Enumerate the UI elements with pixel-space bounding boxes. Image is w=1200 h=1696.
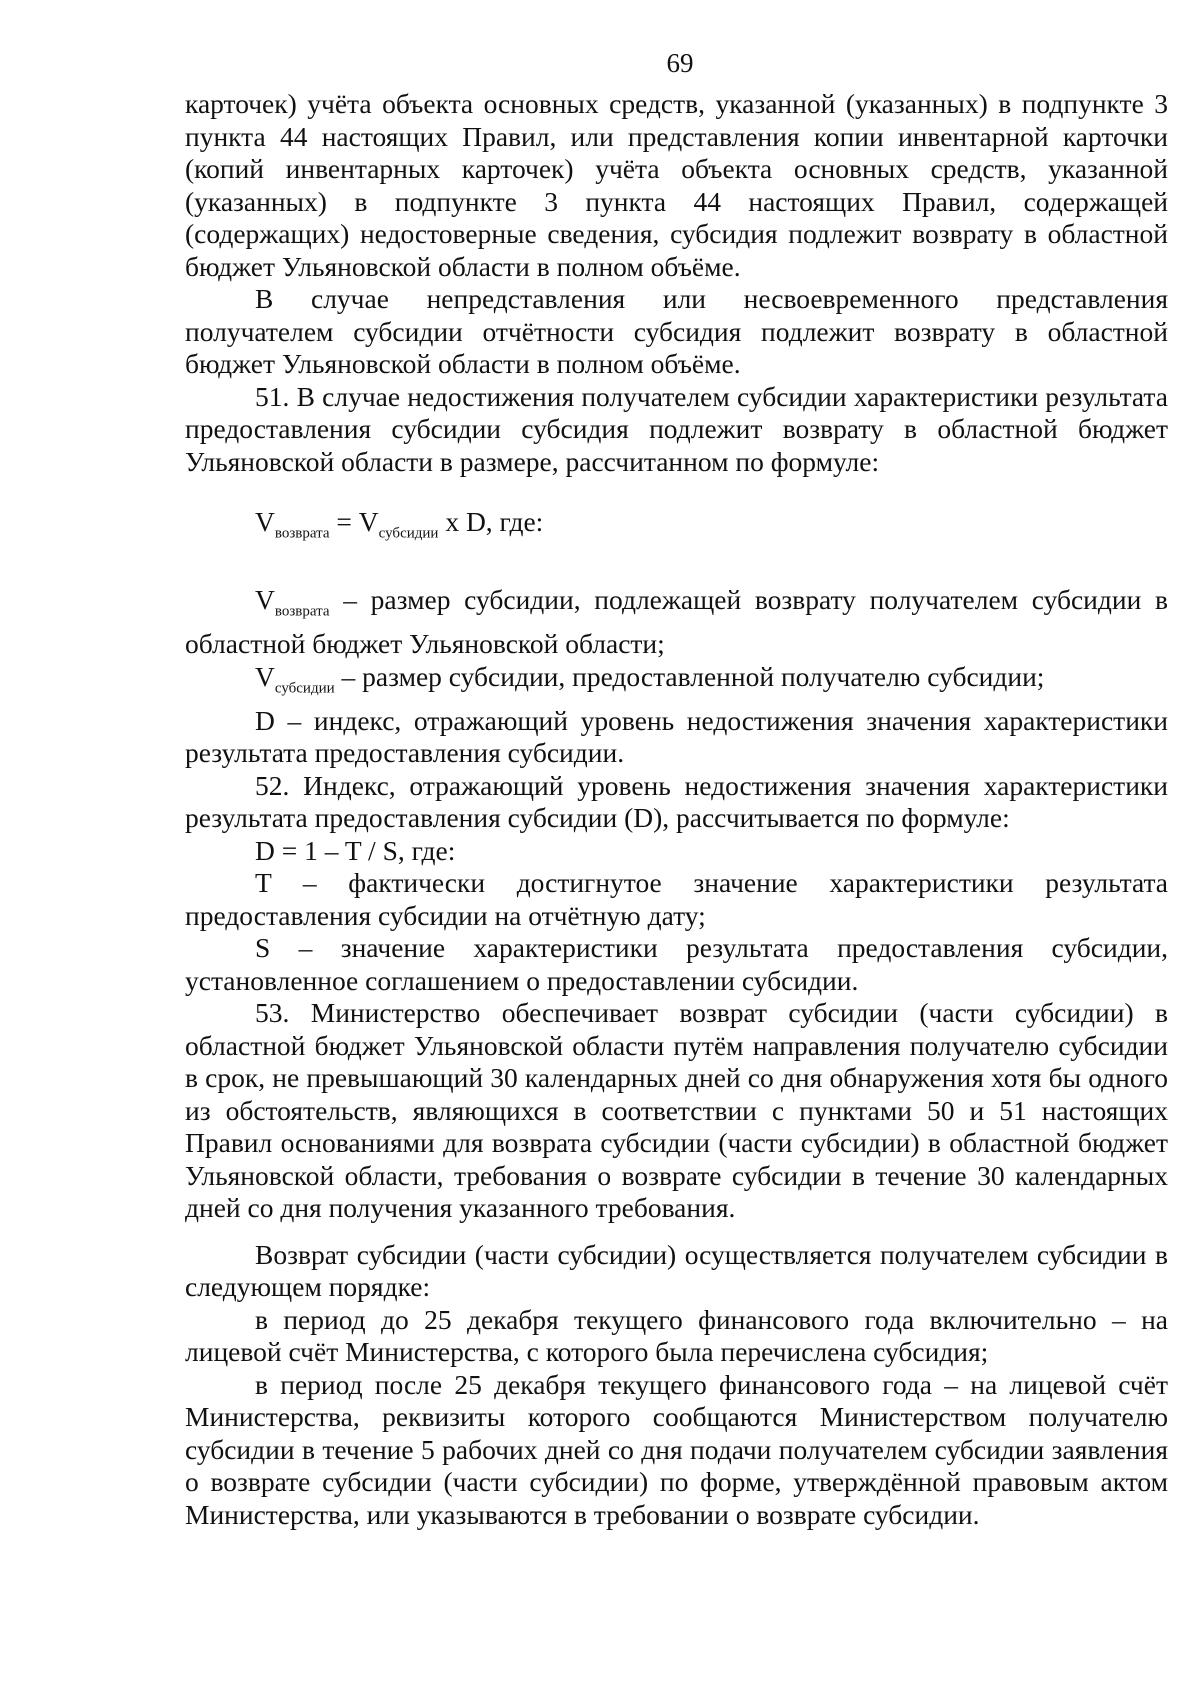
paragraph-continuation: карточек) учёта объекта основных средств, указанной (указанных) в подпункте 3 пункта 44 настоящих Правил, или представления копии инвентарной карточки (копий инвентарных карточек) учёта объекта основных средств, указанной (указанных) в подпункте 3 пункта 44 настоящих Правил, содержащей (содержащих) недостоверные сведения, субсидия подлежит возврату в областной бюджет Ульяновской области в полном объёме. (185, 88, 1168, 282)
formula-eq: = (329, 506, 359, 537)
paragraph-return-order: Возврат субсидии (части субсидии) осуществляется получателем субсидии в следующем порядке: (185, 1238, 1168, 1302)
formula-return (185, 506, 1168, 550)
formula-sub-subsidy: субсидии (378, 525, 439, 542)
definition-d: D – индекс, отражающий уровень недостижения значения характеристики результата предоставления субсидии. (185, 704, 1168, 768)
paragraph-period-after: в период после 25 декабря текущего финансового года – на лицевой счёт Министерства, реквизиты которого сообщаются Министерством получателю субсидии в течение 5 рабочих дней со дня подачи получателем субсидии заявления о возврате субсидии (части субсидии) по форме, утверждённой правовым актом Министерства, или указываются в требовании о возврате субсидии. (185, 1368, 1168, 1530)
definition-s: S – значение характеристики результата предоставления субсидии, установленное соглашением о предоставлении субсидии. (185, 932, 1168, 996)
formula-tail: x D, где: (438, 506, 544, 537)
definition-t: T – фактически достигнутое значение характеристики результата предоставления субсидии на отчётную дату; (185, 867, 1168, 931)
definition-v-subsidy: $V_{субсидии}$ – размер субсидии, предоставленной получателю субсидии; (255, 660, 1045, 696)
paragraph-period-before: в период до 25 декабря текущего финансового года включительно – на лицевой счёт Министерства, с которого была перечислена субсидия; (185, 1303, 1168, 1367)
formula-index: D = 1 – T / S, где: (255, 834, 456, 866)
formula-sub-return: возврата (274, 525, 330, 542)
definition-v-return: $V_{возврата}$ – размер субсидии, подлежащей возврату получателем субсидии в областной бюджет Ульяновской области; (185, 584, 1168, 659)
document-body (185, 88, 1168, 1531)
clause-51: 51. В случае недостижения получателем субсидии характеристики результата предоставления субсидии субсидия подлежит возврату в областной бюджет Ульяновской области в размере, рассчитанном по формуле: (185, 380, 1168, 477)
paragraph-non-submission: В случае непредставления или несвоевременного представления получателем субсидии отчётности субсидия подлежит возврату в областной бюджет Ульяновской области в полном объёме. (185, 283, 1168, 379)
formula-v2: V (358, 506, 379, 537)
formula-v: V (255, 506, 275, 537)
clause-52: 52. Индекс, отражающий уровень недостижения значения характеристики результата предоставления субсидии (D), рассчитывается по формуле: (185, 769, 1168, 833)
page-number: 69 (666, 48, 694, 78)
clause-53: 53. Министерство обеспечивает возврат субсидии (части субсидии) в областной бюджет Ульяновской области путём направления получателю субсидии в срок, не превышающий 30 календарных дней со дня обнаружения хотя бы одного из обстоятельств, являющихся в соответствии с пунктами 50 и 51 настоящих Правил основаниями для возврата субсидии (части субсидии) в областной бюджет Ульяновской области, требования о возврате субсидии в течение 30 календарных дней со дня получения указанного требования. (185, 997, 1168, 1223)
